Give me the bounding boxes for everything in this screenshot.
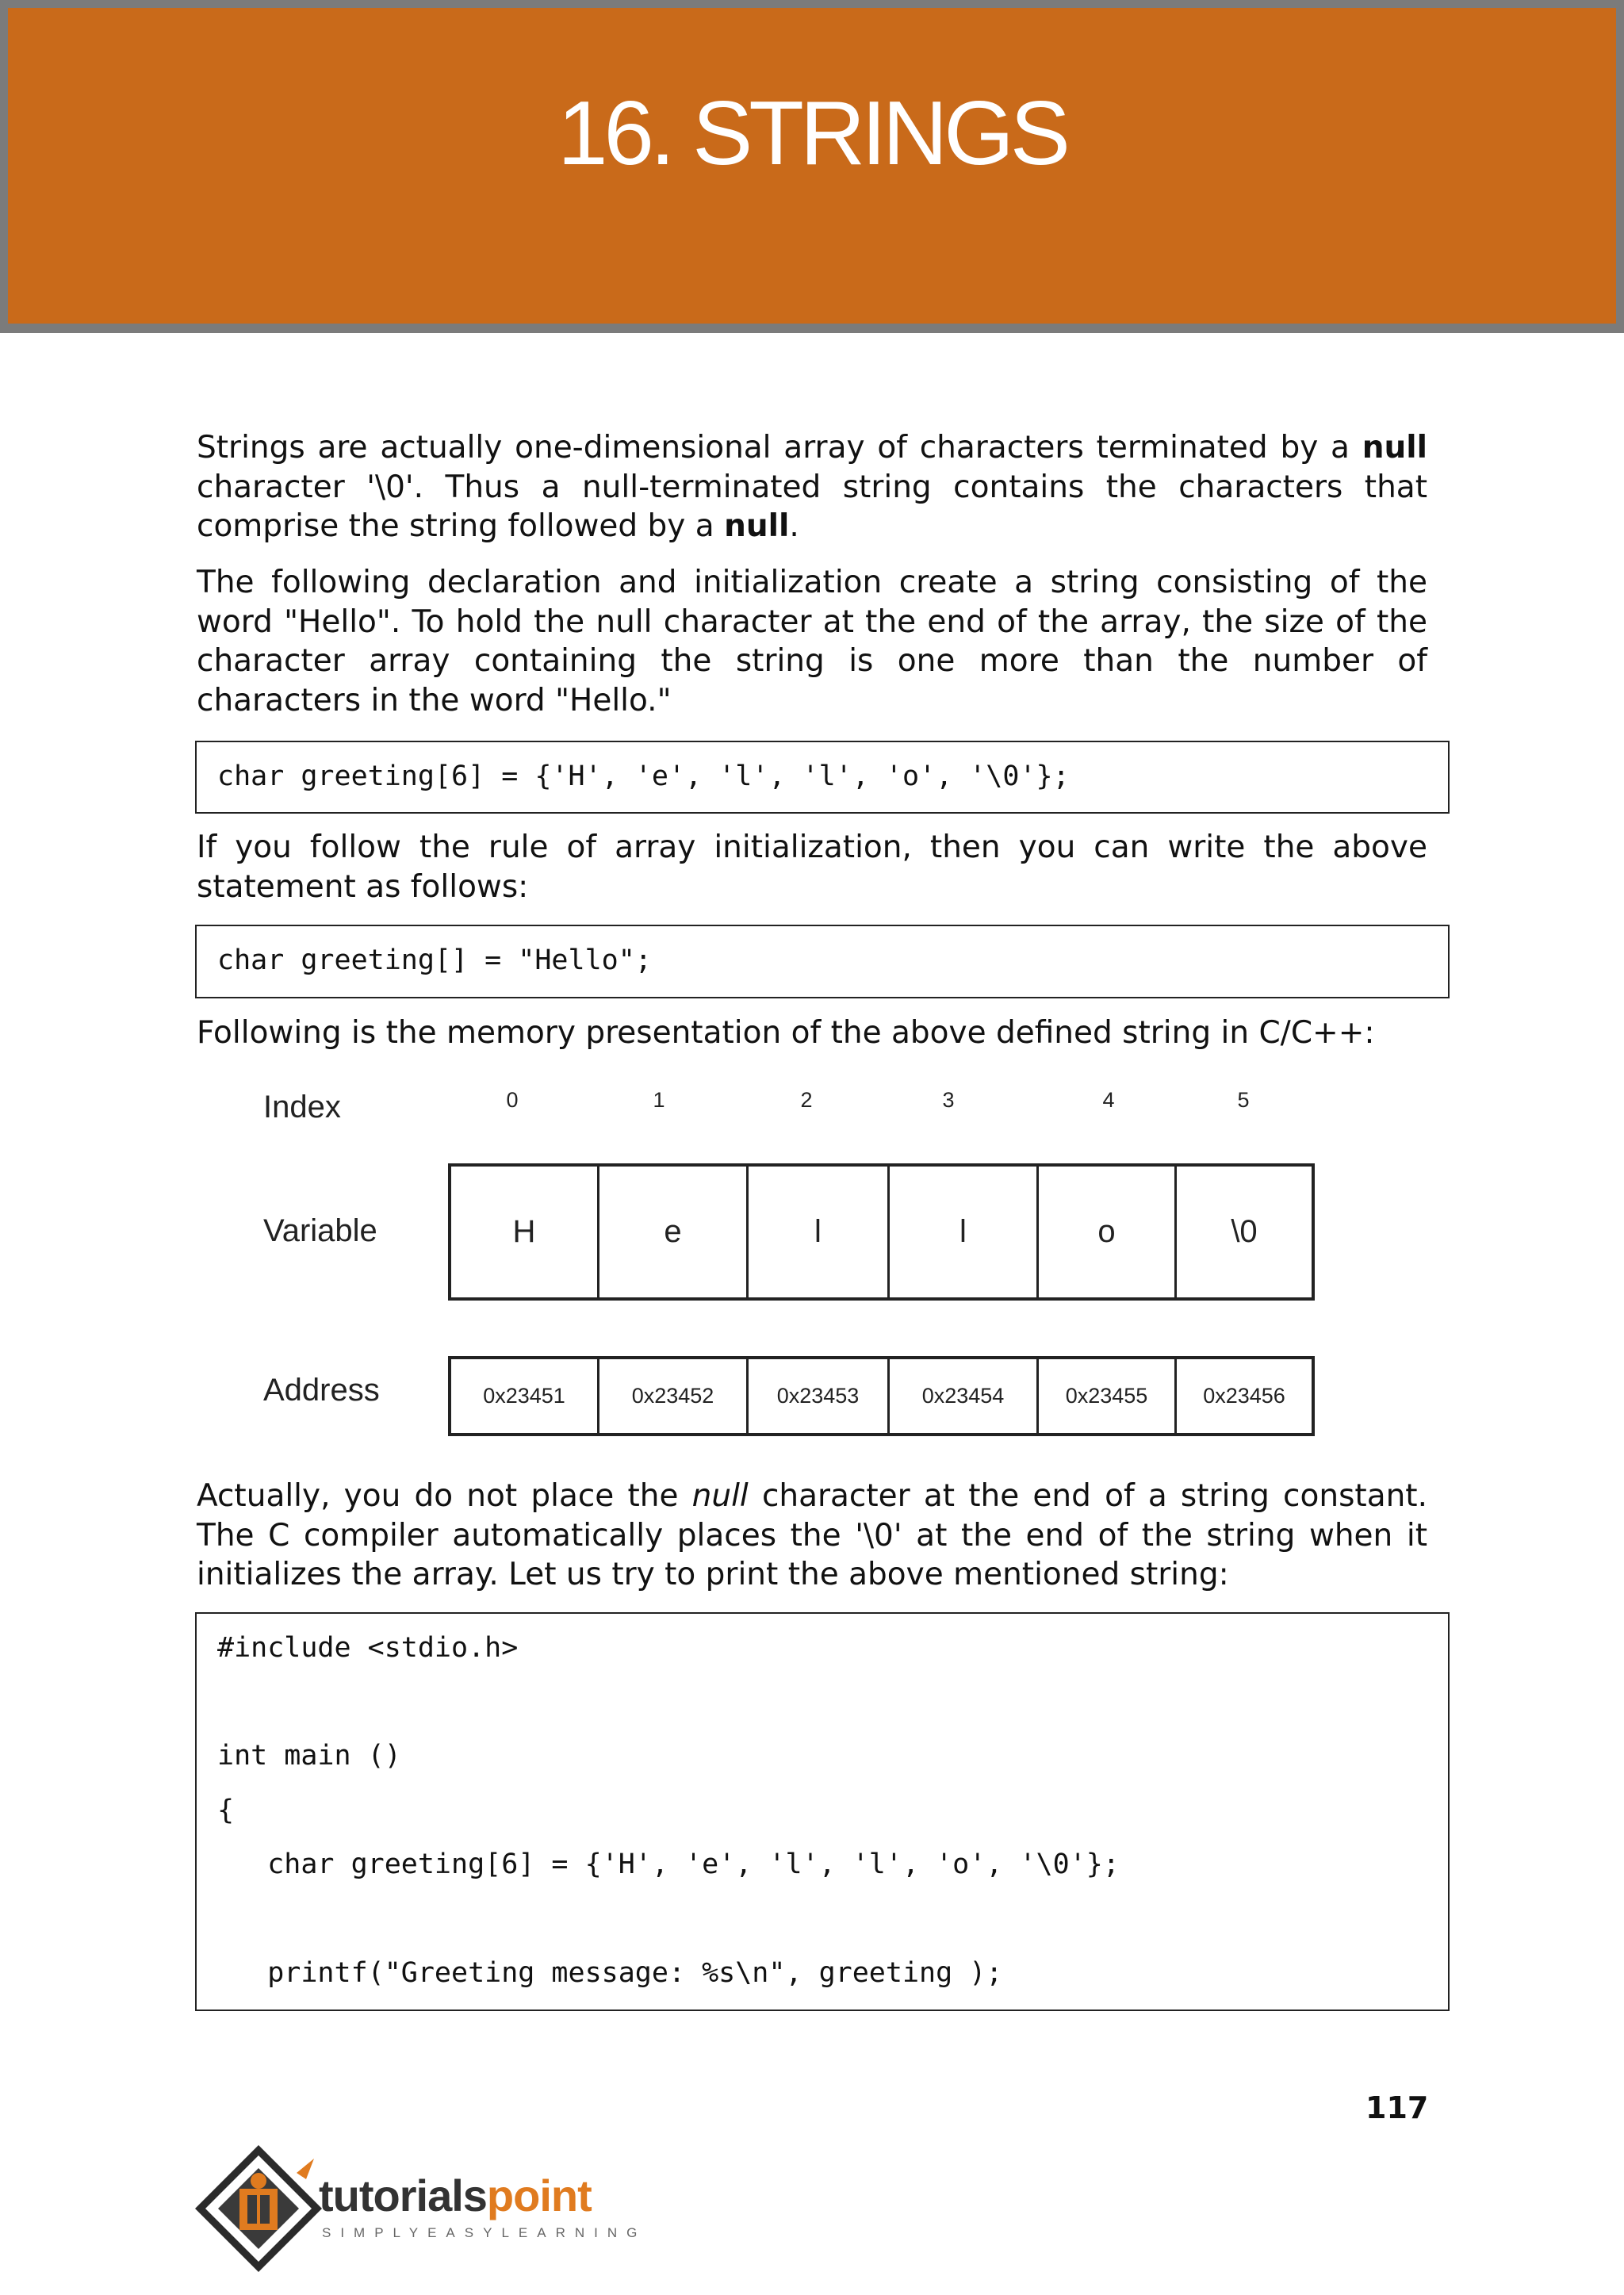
index-number: 5 <box>1237 1088 1250 1112</box>
bold-null: null <box>724 508 790 544</box>
logo-icon <box>195 2141 330 2276</box>
char-cell: l <box>890 1167 1039 1297</box>
code-line: { <box>217 1795 235 1826</box>
variable-label: Variable <box>263 1213 377 1248</box>
italic-null: null <box>691 1478 749 1514</box>
char-cell: H <box>451 1167 599 1297</box>
index-number: 0 <box>506 1088 519 1112</box>
paragraph-memory-intro: Following is the memory presentation of the above defined string in C/C++: <box>197 1015 1375 1051</box>
index-number: 1 <box>653 1088 665 1112</box>
char-cell: \0 <box>1231 1214 1258 1249</box>
page-number: 117 <box>1365 2090 1429 2125</box>
tutorialspoint-logo <box>195 2141 647 2276</box>
logo-tagline: SIMPLYEASYLEARNING <box>322 2225 647 2240</box>
char-cell: l <box>749 1167 890 1297</box>
index-number: 4 <box>1102 1088 1115 1112</box>
code-line: char greeting[6] = {'H', 'e', 'l', 'l', 'o', '\0'}; <box>217 761 1070 792</box>
variable-cells <box>448 1163 1315 1301</box>
address-label: Address <box>263 1373 380 1408</box>
address-cell: 0x23454 <box>890 1359 1039 1433</box>
address-cells <box>448 1356 1315 1436</box>
code-line: #include <stdio.h> <box>217 1632 519 1664</box>
code-line: char greeting[6] = {'H', 'e', 'l', 'l', 'o', '\0'}; <box>217 1849 1120 1880</box>
paragraph-intro: Strings are actually one-dimensional array of characters terminated by a null character '\0'. Thus a null-terminated string contains the characters that comprise the string followed by a null. <box>197 430 1427 544</box>
address-cell: 0x23451 <box>451 1359 599 1433</box>
address-cell: 0x23453 <box>749 1359 890 1433</box>
paragraph-null-constant: Actually, you do not place the null character at the end of a string constant. The C compiler automatically places the '\0' at the end of the string when it initializes the array. Let us try to print the above mentioned string: <box>197 1478 1427 1592</box>
logo-wordmark: tutorialspoint <box>319 2170 592 2220</box>
paragraph-declaration: The following declaration and initialization create a string consisting of the word "Hello". To hold the null character at the end of the array, the size of the character array containing the string is one more than the number of characters in the word "Hello." <box>197 565 1427 718</box>
index-number: 3 <box>942 1088 955 1112</box>
address-cell: 0x23456 <box>1203 1384 1285 1408</box>
char-cell: o <box>1039 1167 1177 1297</box>
bold-null: null <box>1362 430 1427 466</box>
chapter-title: 16. STRINGS <box>557 83 1067 184</box>
paragraph-array-rule: If you follow the rule of array initialization, then you can write the above statement as follows: <box>197 829 1427 905</box>
address-cell: 0x23452 <box>599 1359 749 1433</box>
address-cell: 0x23455 <box>1039 1359 1177 1433</box>
index-label: Index <box>263 1090 341 1125</box>
char-cell: e <box>599 1167 749 1297</box>
index-number: 2 <box>800 1088 813 1112</box>
code-line: char greeting[] = "Hello"; <box>217 944 652 976</box>
code-line: printf("Greeting message: %s\n", greeting ); <box>217 1957 1003 1989</box>
code-line: int main () <box>217 1740 401 1772</box>
code-block-program <box>195 1612 1450 2011</box>
